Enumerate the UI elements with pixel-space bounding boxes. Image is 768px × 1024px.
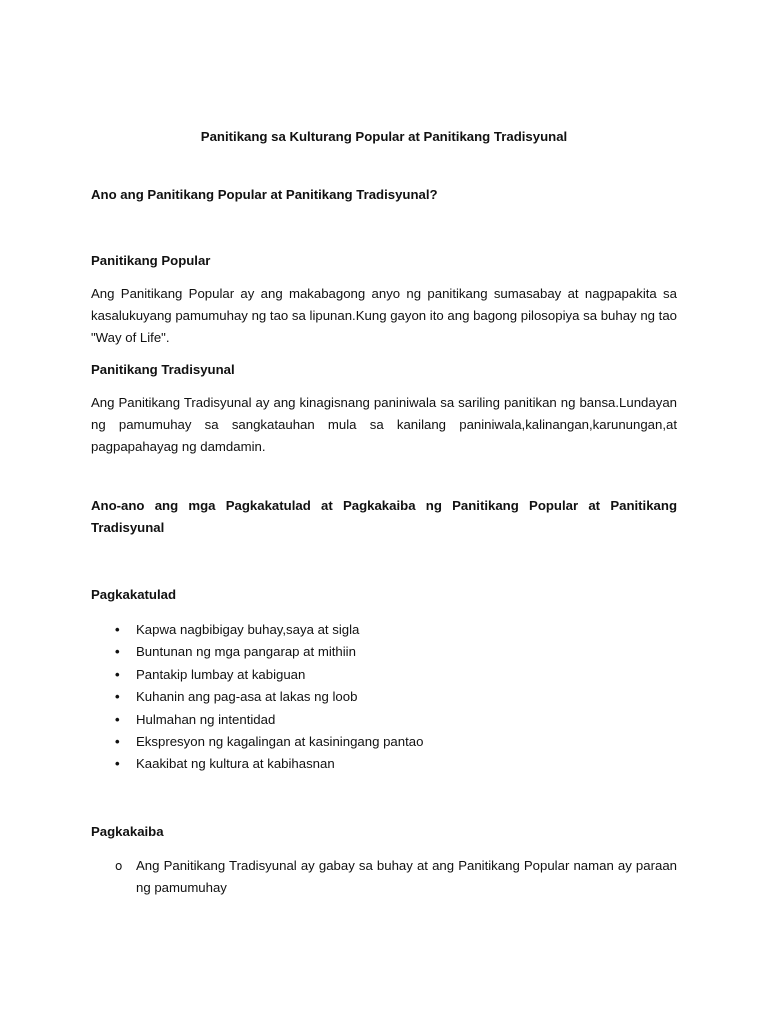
list-item-text: Buntunan ng mga pangarap at mithiin	[136, 644, 356, 660]
list-item	[91, 753, 677, 775]
document-body	[91, 126, 677, 899]
section-heading-tradisyunal: Panitikang Tradisyunal	[91, 362, 235, 377]
document-title: Panitikang sa Kulturang Popular at Panitikang Tradisyunal	[200, 129, 568, 144]
pagkakaiba-list	[91, 855, 677, 899]
bullet-icon: •	[115, 734, 120, 750]
list-item-text: Kapwa nagbibigay buhay,saya at sigla	[136, 622, 360, 637]
list-item	[91, 664, 677, 686]
bullet-icon: •	[115, 644, 120, 660]
section-heading-pagkakaiba: Pagkakaiba	[91, 823, 164, 839]
list-item-text: Ang Panitikang Tradisyunal ay gabay sa buhay at ang Panitikang Popular naman ay paraan ng pamumuhay	[136, 857, 677, 895]
bullet-icon: •	[115, 622, 120, 637]
bullet-icon: •	[115, 666, 120, 682]
question-heading-1: Ano ang Panitikang Popular at Panitikang Tradisyunal?	[91, 187, 438, 202]
paragraph-popular: Ang Panitikang Popular ay ang makabagong anyo ng panitikang sumasabay at nagpapakita sa kasalukuyang pamumuhay ng tao sa lipunan.Kung gayon ito ang bagong pilosopiya sa buhay ng tao "Way of Life".	[91, 286, 677, 345]
circle-bullet-icon: o	[115, 858, 123, 873]
list-item-text: Kaakibat ng kultura at kabihasnan	[136, 756, 335, 772]
list-item	[91, 731, 677, 753]
list-item-text: Kuhanin ang pag-asa at lakas ng loob	[136, 689, 358, 705]
list-item	[91, 619, 677, 641]
list-item-text: Pantakip lumbay at kabiguan	[136, 666, 306, 682]
section-heading-popular: Panitikang Popular	[91, 253, 211, 268]
list-item	[91, 686, 677, 708]
bullet-icon: •	[115, 711, 120, 727]
list-item-text: Ekspresyon ng kagalingan at kasiningang pantao	[136, 734, 424, 750]
list-item-text: Hulmahan ng intentidad	[136, 711, 276, 727]
question-heading-2: Ano-ano ang mga Pagkakatulad at Pagkakaiba ng Panitikang Popular at Panitikang Tradisyunal	[91, 498, 677, 535]
bullet-icon: •	[115, 756, 120, 772]
paragraph-tradisyunal: Ang Panitikang Tradisyunal ay ang kinagisnang paniniwala sa sariling panitikan ng bansa.Lundayan ng pamumuhay sa sangkatauhan mula sa kanilang paniniwala,kalinangan,karunungan,at pagpapahayag ng damdamin.	[91, 395, 677, 454]
list-item	[91, 709, 677, 731]
pagkakatulad-list	[91, 619, 677, 776]
bullet-icon: •	[115, 689, 120, 705]
list-item	[91, 641, 677, 663]
section-heading-pagkakatulad: Pagkakatulad	[91, 587, 177, 602]
list-item	[91, 855, 677, 899]
